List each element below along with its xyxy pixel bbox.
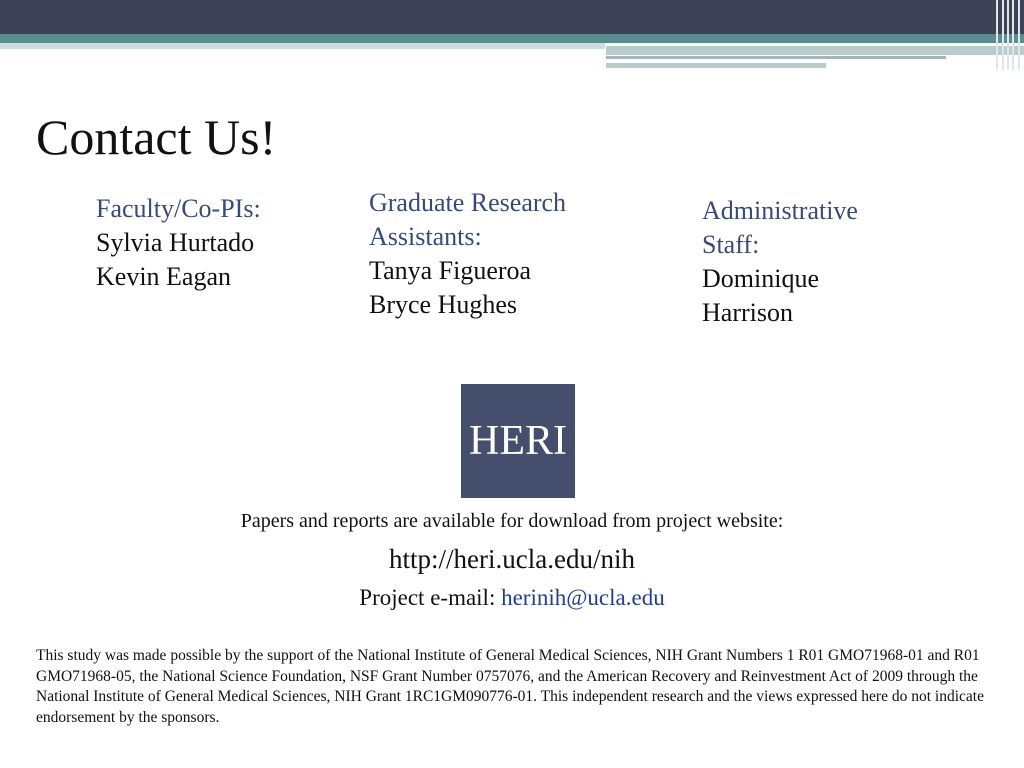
header-band-teal <box>0 34 1024 43</box>
heri-logo-text: HERI <box>469 418 567 464</box>
gra-name: Tanya Figueroa <box>369 256 532 285</box>
admin-column <box>702 194 962 330</box>
admin-heading-line1: Administrative <box>702 196 858 225</box>
faculty-heading: Faculty/Co-PIs: <box>96 194 261 223</box>
faculty-name: Sylvia Hurtado <box>96 228 255 257</box>
header-band-light-left <box>0 43 605 49</box>
header-band-light-right <box>606 46 1024 55</box>
papers-text: Papers and reports are available for download from project website: <box>240 510 784 532</box>
gra-name: Bryce Hughes <box>369 290 518 319</box>
header-band-dark <box>0 0 1024 34</box>
email-line <box>0 585 1024 611</box>
admin-name: Harrison <box>702 298 793 327</box>
website-link[interactable]: http://heri.ucla.edu/nih <box>389 544 635 574</box>
faculty-column <box>96 192 346 294</box>
faculty-name: Kevin Eagan <box>96 262 232 291</box>
gra-heading-line2: Assistants: <box>369 222 482 251</box>
email-link[interactable]: herinih@ucla.edu <box>501 585 665 610</box>
gra-column <box>369 186 669 322</box>
gra-heading-line1: Graduate Research <box>369 188 567 217</box>
slide-title: Contact Us! <box>36 109 277 165</box>
heri-logo <box>461 384 575 498</box>
admin-name: Dominique <box>702 264 819 293</box>
admin-heading-line2: Staff: <box>702 230 760 259</box>
header-right-bars <box>994 0 1024 70</box>
funding-statement: This study was made possible by the support of the National Institute of General Medical Sciences, NIH Grant Numbers 1 R01 GMO71968-01 and R01 GMO71968-05, the National Science Foundation, NSF Grant Number 0757076, and the American Recovery and Reinvestment Act of 2009 through the National Institute of General Medical Sciences, NIH Grant 1RC1GM090776-01. This independent research and the views expressed here do not indicate endorsement by the sponsors. <box>36 647 984 726</box>
header-strip-1 <box>606 56 946 59</box>
email-label: Project e-mail: <box>359 585 496 610</box>
header-strip-2 <box>606 63 826 68</box>
